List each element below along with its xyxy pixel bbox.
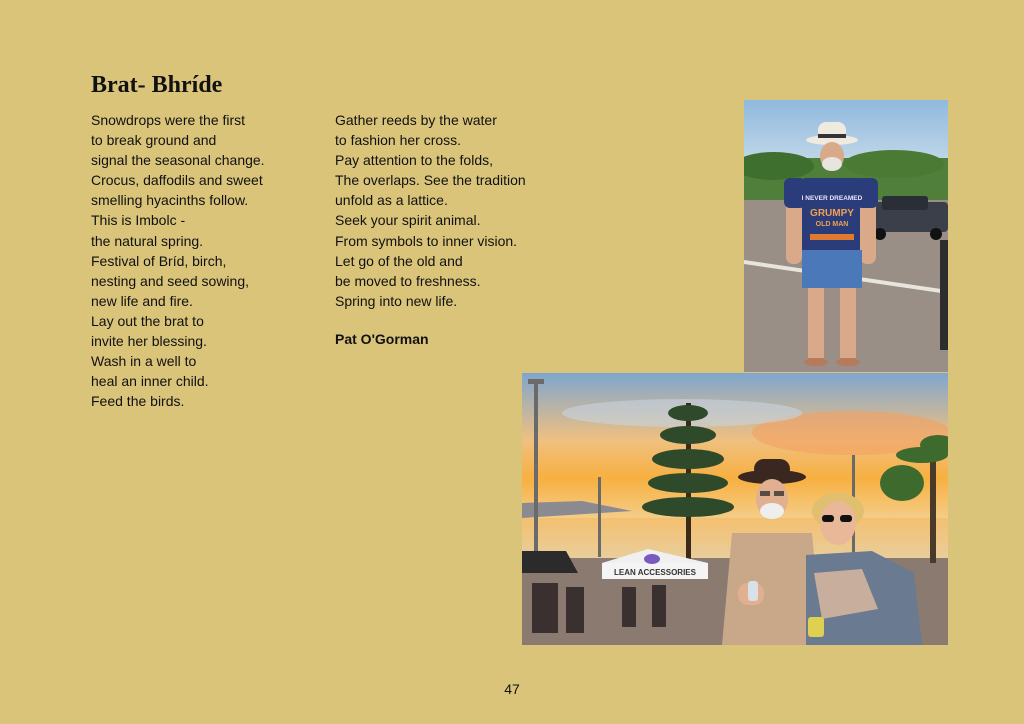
poem-line: nesting and seed sowing, (91, 272, 249, 289)
shirt-text: OLD MAN (815, 221, 849, 228)
poem-line: signal the seasonal change. (91, 152, 265, 169)
poem-line: to fashion her cross. (335, 132, 462, 149)
poem-column-2 (335, 110, 526, 311)
page-number: 47 (504, 681, 520, 697)
poem-line: heal an inner child. (91, 373, 209, 390)
poem-column-1 (91, 110, 265, 411)
photo-couple-sunset (522, 373, 948, 645)
poem-line: The overlaps. See the tradition (335, 172, 526, 189)
poem-line: Let go of the old and (335, 252, 463, 269)
poem-line: Festival of Bríd, birch, (91, 252, 227, 269)
poem-line: Crocus, daffodils and sweet (91, 172, 263, 189)
poem-line: Seek your spirit animal. (335, 212, 481, 229)
poem-line: smelling hyacinths follow. (91, 192, 249, 209)
shirt-text: GRUMPY (810, 208, 854, 219)
tent-sign-text: LEAN ACCESSORIES (614, 568, 696, 577)
poem-line: invite her blessing. (91, 333, 207, 350)
poem-line: From symbols to inner vision. (335, 232, 518, 249)
poem-line: Pay attention to the folds, (335, 152, 493, 169)
poem-line: Spring into new life. (335, 292, 458, 309)
poem-line: new life and fire. (91, 292, 193, 309)
poem-line: Wash in a well to (91, 353, 197, 370)
poem-line: This is Imbolc - (91, 212, 186, 229)
poem-line: to break ground and (91, 132, 217, 149)
poem-title: Brat- Bhríde (91, 72, 223, 98)
poem-line: Lay out the brat to (91, 312, 204, 329)
poem-author: Pat O'Gorman (335, 331, 429, 347)
poem-line: Gather reeds by the water (335, 112, 497, 128)
poem-line: the natural spring. (91, 232, 204, 249)
shirt-text: I NEVER DREAMED (801, 195, 863, 202)
poem-line: Feed the birds. (91, 393, 185, 410)
poem-line: unfold as a lattice. (335, 192, 448, 209)
poem-line: be moved to freshness. (335, 272, 481, 289)
photo-man-in-hat (744, 100, 948, 372)
poem-line: Snowdrops were the first (91, 112, 246, 128)
